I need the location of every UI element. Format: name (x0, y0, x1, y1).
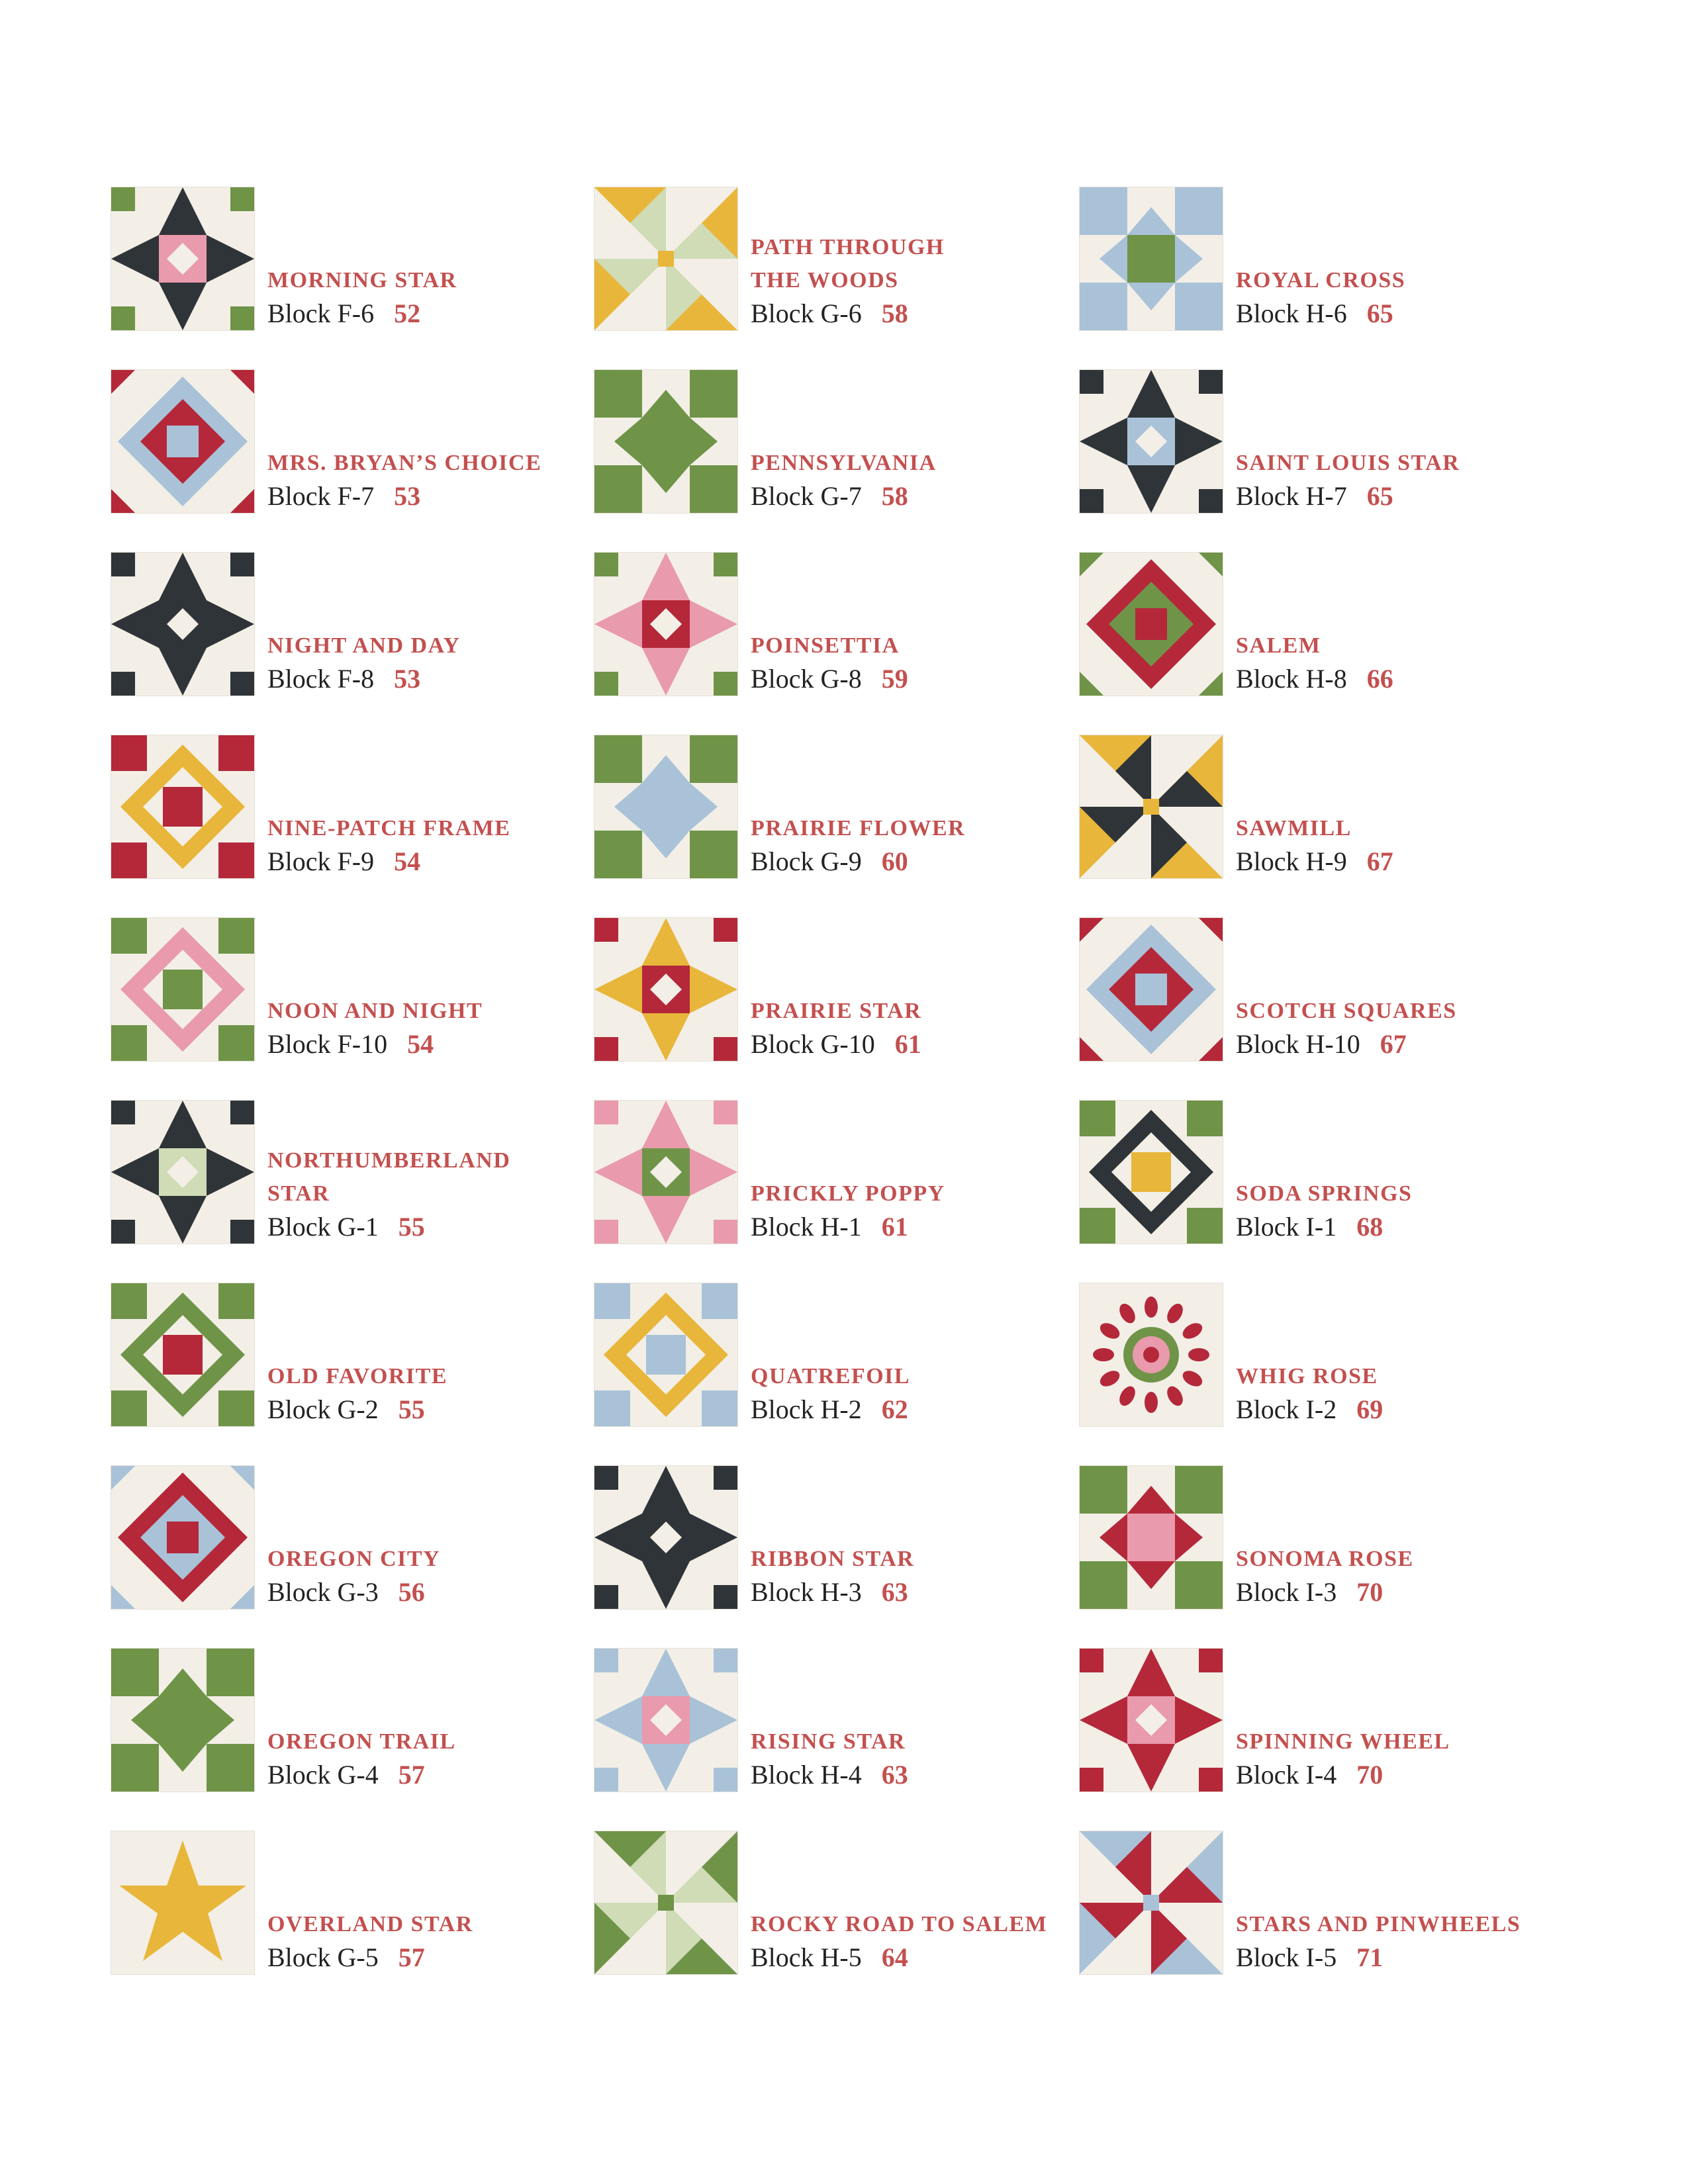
block-page-number[interactable]: 62 (881, 1394, 908, 1424)
block-label: Block I-4 (1236, 1760, 1337, 1790)
block-entry-oregon-trail (111, 1649, 575, 1831)
block-meta (267, 1941, 579, 1974)
block-label: Block H-4 (751, 1760, 862, 1790)
quilt-block-overland-star (111, 1831, 254, 1974)
block-page-number[interactable]: 53 (394, 481, 421, 511)
block-meta (267, 1393, 579, 1426)
block-column-3 (1080, 187, 1543, 2014)
block-label: Block H-8 (1236, 664, 1347, 694)
block-page-number[interactable]: 65 (1366, 481, 1393, 511)
block-meta (1236, 662, 1547, 696)
block-title: SPINNING WHEEL (1236, 1729, 1450, 1754)
block-label: Block G-10 (751, 1029, 875, 1059)
block-page-number[interactable]: 57 (398, 1760, 425, 1790)
block-entry-sonoma-rose (1080, 1466, 1543, 1649)
block-entry-scotch-squares (1080, 918, 1543, 1101)
block-entry-mrs-bryan-s-choice (111, 370, 575, 553)
block-page-number[interactable]: 54 (394, 846, 421, 876)
block-label: Block I-2 (1236, 1394, 1337, 1424)
block-meta (751, 1576, 1062, 1609)
block-meta (267, 297, 579, 330)
block-meta (1236, 1393, 1547, 1426)
quilt-block-sonoma-rose (1080, 1466, 1223, 1609)
block-entry-rising-star (594, 1649, 1058, 1831)
block-meta (267, 1210, 579, 1244)
block-meta (1236, 845, 1547, 878)
block-meta (267, 662, 579, 696)
block-page-number[interactable]: 63 (881, 1577, 908, 1607)
block-entry-rocky-road-to-salem (594, 1831, 1058, 2014)
block-meta (751, 480, 1062, 513)
block-title: RIBBON STAR (751, 1547, 915, 1571)
block-page-number[interactable]: 55 (398, 1212, 425, 1242)
block-caption (267, 1144, 579, 1244)
block-label: Block G-1 (267, 1212, 379, 1242)
block-entry-stars-and-pinwheels (1080, 1831, 1543, 2014)
block-title: SAINT LOUIS STAR (1236, 451, 1460, 475)
block-label: Block H-1 (751, 1212, 862, 1242)
block-page-number[interactable]: 56 (398, 1577, 425, 1607)
block-title: SODA SPRINGS (1236, 1181, 1413, 1206)
quilt-block-stars-and-pinwheels (1080, 1831, 1223, 1974)
block-meta (1236, 480, 1547, 513)
block-entry-pennsylvania (594, 370, 1058, 553)
block-meta (751, 1758, 1062, 1792)
block-label: Block G-6 (751, 298, 862, 328)
block-entry-soda-springs (1080, 1101, 1543, 1283)
block-meta (1236, 1576, 1547, 1609)
block-title: PATH THROUGH THE WOODS (751, 235, 945, 293)
block-title: SONOMA ROSE (1236, 1547, 1414, 1571)
block-title: PRAIRIE STAR (751, 999, 922, 1023)
quilt-block-saint-louis-star (1080, 370, 1223, 513)
block-title: ROYAL CROSS (1236, 268, 1406, 293)
block-entry-nine-patch-frame (111, 735, 575, 918)
block-caption (1236, 1908, 1547, 1974)
block-label: Block I-3 (1236, 1577, 1337, 1607)
block-caption (751, 1725, 1062, 1792)
block-caption (1236, 1177, 1547, 1244)
block-meta (267, 845, 579, 878)
block-title: SCOTCH SQUARES (1236, 999, 1457, 1023)
quilt-block-oregon-trail (111, 1649, 254, 1792)
quilt-block-spinning-wheel (1080, 1649, 1223, 1792)
quilt-block-whig-rose (1080, 1283, 1223, 1426)
block-page-number[interactable]: 64 (881, 1942, 908, 1972)
block-title: OREGON CITY (267, 1547, 441, 1571)
block-title: SAWMILL (1236, 816, 1352, 841)
block-entry-whig-rose (1080, 1283, 1543, 1466)
block-caption (1236, 1543, 1547, 1609)
block-title: PENNSYLVANIA (751, 451, 937, 475)
quilt-block-poinsettia (594, 553, 737, 696)
block-page-number[interactable]: 52 (394, 298, 421, 328)
block-caption (751, 1360, 1062, 1426)
quilt-block-prairie-flower (594, 735, 737, 878)
block-meta (1236, 1210, 1547, 1244)
block-label: Block I-5 (1236, 1942, 1337, 1972)
block-title: NINE-PATCH FRAME (267, 816, 511, 841)
block-caption (267, 812, 579, 878)
block-page-number[interactable]: 63 (881, 1760, 908, 1790)
block-entry-noon-and-night (111, 918, 575, 1101)
block-label: Block G-8 (751, 664, 862, 694)
block-label: Block G-7 (751, 481, 862, 511)
block-caption (1236, 812, 1547, 878)
quilt-block-rocky-road-to-salem (594, 1831, 737, 1974)
block-meta (751, 1210, 1062, 1244)
block-entry-ribbon-star (594, 1466, 1058, 1649)
quilt-block-scotch-squares (1080, 918, 1223, 1061)
block-page-number[interactable]: 68 (1356, 1212, 1383, 1242)
block-title: MRS. BRYAN’S CHOICE (267, 451, 542, 475)
block-label: Block F-8 (267, 664, 375, 694)
quilt-block-mrs-bryans-choice (111, 370, 254, 513)
block-page-number[interactable]: 57 (398, 1942, 425, 1972)
block-title: NORTHUMBERLAND STAR (267, 1148, 511, 1206)
block-page-number[interactable]: 70 (1356, 1760, 1383, 1790)
block-label: Block F-6 (267, 298, 375, 328)
block-title: SALEM (1236, 633, 1321, 658)
block-caption (751, 1908, 1062, 1974)
block-page-number[interactable]: 71 (1356, 1942, 1383, 1972)
block-label: Block G-2 (267, 1394, 379, 1424)
block-label: Block H-10 (1236, 1029, 1360, 1059)
block-caption (751, 629, 1062, 696)
block-caption (267, 1725, 579, 1792)
block-page-number[interactable]: 54 (407, 1029, 434, 1059)
block-entry-saint-louis-star (1080, 370, 1543, 553)
block-page-number[interactable]: 60 (881, 846, 908, 876)
block-entry-royal-cross (1080, 187, 1543, 370)
block-label: Block I-1 (1236, 1212, 1337, 1242)
block-meta (267, 480, 579, 513)
block-page-number[interactable]: 58 (881, 298, 908, 328)
block-caption (751, 1177, 1062, 1244)
block-title: NOON AND NIGHT (267, 999, 483, 1023)
block-caption (1236, 1360, 1547, 1426)
block-caption (267, 995, 579, 1061)
quilt-block-old-favorite (111, 1283, 254, 1426)
block-meta (1236, 1028, 1547, 1061)
block-meta (751, 1941, 1062, 1974)
quilt-block-morning-star (111, 187, 254, 330)
block-label: Block H-3 (751, 1577, 862, 1607)
block-caption (751, 231, 1062, 330)
quilt-block-quatrefoil (594, 1283, 737, 1426)
quilt-block-salem (1080, 553, 1223, 696)
block-label: Block G-4 (267, 1760, 379, 1790)
block-caption (751, 995, 1062, 1061)
block-entry-path-through-the-woods (594, 187, 1058, 370)
block-entry-sawmill (1080, 735, 1543, 918)
block-entry-oregon-city (111, 1466, 575, 1649)
block-entry-prairie-flower (594, 735, 1058, 918)
block-caption (267, 1360, 579, 1426)
block-page-number[interactable]: 61 (894, 1029, 921, 1059)
block-entry-northumberland-star (111, 1101, 575, 1283)
block-entry-prickly-poppy (594, 1101, 1058, 1283)
block-caption (751, 1543, 1062, 1609)
block-label: Block H-9 (1236, 846, 1347, 876)
block-caption (1236, 995, 1547, 1061)
block-page-number[interactable]: 67 (1380, 1029, 1407, 1059)
quilt-block-path-through-the-woods (594, 187, 737, 330)
block-column-2 (594, 187, 1058, 2014)
block-page-number[interactable]: 65 (1366, 298, 1393, 328)
block-meta (751, 1393, 1062, 1426)
block-caption (267, 1543, 579, 1609)
block-meta (1236, 297, 1547, 330)
block-entry-old-favorite (111, 1283, 575, 1466)
block-title: WHIG ROSE (1236, 1364, 1378, 1388)
block-page-number[interactable]: 69 (1356, 1394, 1383, 1424)
block-label: Block G-9 (751, 846, 862, 876)
block-entry-prairie-star (594, 918, 1058, 1101)
quilt-block-oregon-city (111, 1466, 254, 1609)
block-title: PRAIRIE FLOWER (751, 816, 966, 841)
block-caption (751, 447, 1062, 513)
block-page-number[interactable]: 66 (1366, 664, 1393, 694)
block-caption (267, 629, 579, 696)
block-title: ROCKY ROAD TO SALEM (751, 1912, 1048, 1936)
block-page-number[interactable]: 59 (881, 664, 908, 694)
block-caption (1236, 447, 1547, 513)
block-title: MORNING STAR (267, 268, 457, 293)
quilt-block-ribbon-star (594, 1466, 737, 1609)
block-caption (267, 447, 579, 513)
block-title: PRICKLY POPPY (751, 1181, 945, 1206)
block-title: OVERLAND STAR (267, 1912, 473, 1936)
block-page-number[interactable]: 53 (394, 664, 421, 694)
block-page-number[interactable]: 58 (881, 481, 908, 511)
block-label: Block H-5 (751, 1942, 862, 1972)
block-meta (267, 1028, 579, 1061)
quilt-block-noon-and-night (111, 918, 254, 1061)
block-caption (267, 264, 579, 330)
quilt-block-soda-springs (1080, 1101, 1223, 1244)
quilt-block-sawmill (1080, 735, 1223, 878)
quilt-block-nine-patch-frame (111, 735, 254, 878)
block-page-number[interactable]: 70 (1356, 1577, 1383, 1607)
quilt-block-prickly-poppy (594, 1101, 737, 1244)
block-caption (1236, 629, 1547, 696)
block-label: Block H-2 (751, 1394, 862, 1424)
block-meta (1236, 1758, 1547, 1792)
block-meta (1236, 1941, 1547, 1974)
block-entry-night-and-day (111, 553, 575, 735)
block-title: OREGON TRAIL (267, 1729, 456, 1754)
block-meta (751, 845, 1062, 878)
block-label: Block H-7 (1236, 481, 1347, 511)
quilt-block-rising-star (594, 1649, 737, 1792)
block-caption (1236, 1725, 1547, 1792)
block-page-number[interactable]: 67 (1366, 846, 1393, 876)
block-meta (751, 297, 1062, 330)
block-title: NIGHT AND DAY (267, 633, 461, 658)
block-label: Block G-3 (267, 1577, 379, 1607)
quilt-block-night-and-day (111, 553, 254, 696)
block-entry-salem (1080, 553, 1543, 735)
block-page-number[interactable]: 61 (881, 1212, 908, 1242)
quilt-block-pennsylvania (594, 370, 737, 513)
block-caption (751, 812, 1062, 878)
block-title: POINSETTIA (751, 633, 900, 658)
block-title: RISING STAR (751, 1729, 906, 1754)
block-title: STARS AND PINWHEELS (1236, 1912, 1521, 1936)
block-label: Block F-9 (267, 846, 375, 876)
block-meta (267, 1758, 579, 1792)
block-column-1 (111, 187, 575, 2014)
block-label: Block H-6 (1236, 298, 1347, 328)
block-label: Block F-7 (267, 481, 375, 511)
block-label: Block G-5 (267, 1942, 379, 1972)
block-page-number[interactable]: 55 (398, 1394, 425, 1424)
block-label: Block F-10 (267, 1029, 388, 1059)
block-caption (267, 1908, 579, 1974)
quilt-block-northumberland-star (111, 1101, 254, 1244)
block-title: QUATREFOIL (751, 1364, 911, 1388)
block-meta (751, 662, 1062, 696)
block-entry-spinning-wheel (1080, 1649, 1543, 1831)
block-caption (1236, 264, 1547, 330)
block-title: OLD FAVORITE (267, 1364, 448, 1388)
block-entry-quatrefoil (594, 1283, 1058, 1466)
block-entry-morning-star (111, 187, 575, 370)
block-meta (267, 1576, 579, 1609)
block-meta (751, 1028, 1062, 1061)
quilt-block-royal-cross (1080, 187, 1223, 330)
quilt-block-prairie-star (594, 918, 737, 1061)
block-entry-overland-star (111, 1831, 575, 2014)
block-entry-poinsettia (594, 553, 1058, 735)
